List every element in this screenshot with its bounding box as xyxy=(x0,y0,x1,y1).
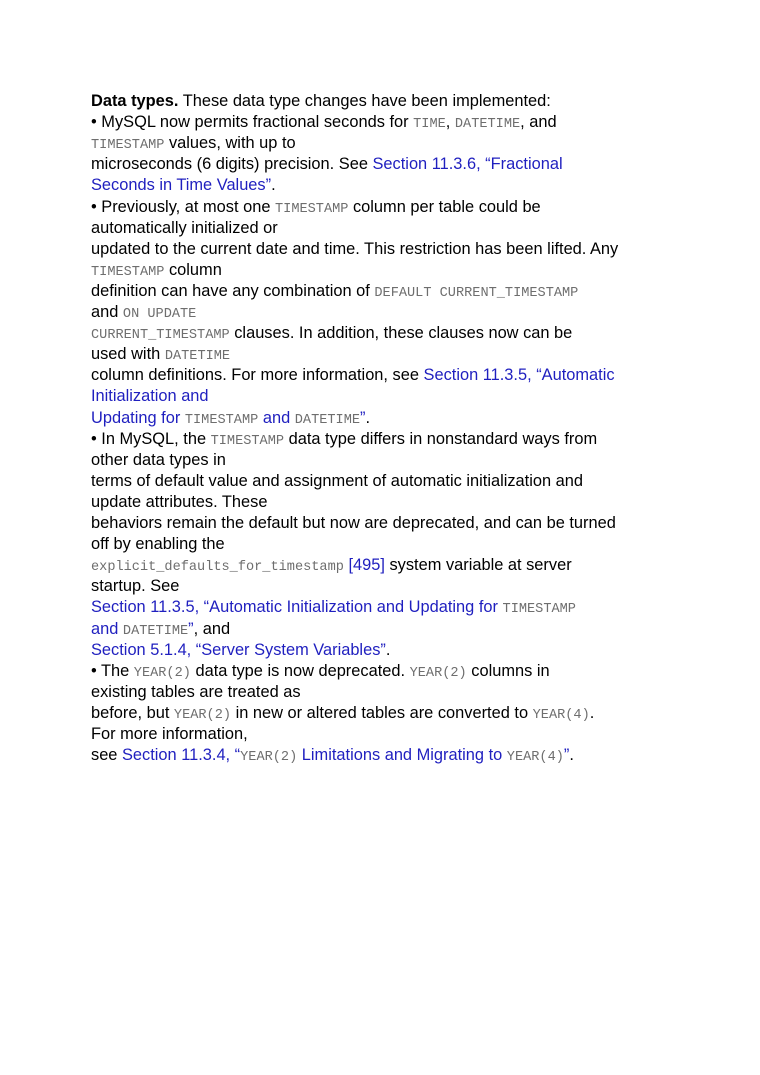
code-literal: TIMESTAMP xyxy=(502,602,576,618)
body-text: startup. See xyxy=(91,577,180,596)
body-text: data type is now deprecated. xyxy=(190,661,410,680)
code-literal: DATETIME xyxy=(164,349,231,365)
text-line xyxy=(91,175,276,196)
text-line xyxy=(91,154,563,175)
cross-reference-link[interactable]: Seconds in Time Values” xyxy=(91,176,272,195)
cross-reference-link[interactable]: Updating for xyxy=(91,408,185,427)
text-line xyxy=(91,408,370,429)
body-text: update attributes. These xyxy=(91,492,268,511)
text-line xyxy=(91,534,225,555)
text-line xyxy=(91,197,541,218)
code-literal: TIMESTAMP xyxy=(210,433,285,449)
code-literal: TIME xyxy=(413,117,446,133)
cross-reference-link[interactable]: ” xyxy=(563,746,570,765)
body-text: • In MySQL, the xyxy=(91,429,211,448)
body-text: , and xyxy=(520,113,557,132)
body-text: . xyxy=(271,176,276,195)
body-text: column definitions. For more information, see xyxy=(91,366,424,385)
cross-reference-link[interactable]: Section 11.3.4, “ xyxy=(121,746,241,765)
body-text: clauses. In addition, these clauses now can be xyxy=(229,324,573,343)
text-line xyxy=(91,513,616,534)
body-text: automatically initialized or xyxy=(91,218,278,237)
code-literal: CURRENT_TIMESTAMP xyxy=(91,328,230,344)
body-text: terms of default value and assignment of automatic initialization and xyxy=(91,471,583,490)
body-text: These data type changes have been implemented: xyxy=(178,92,551,110)
body-text: For more information, xyxy=(91,725,248,743)
text-line xyxy=(91,281,578,302)
text-line xyxy=(91,112,557,133)
body-text: columns in xyxy=(466,661,550,680)
text-line xyxy=(91,619,230,640)
body-text: column xyxy=(164,260,222,279)
text-line xyxy=(91,576,179,597)
cross-reference-link[interactable]: and xyxy=(258,408,295,427)
body-text: other data types in xyxy=(91,450,226,469)
cross-reference-link[interactable]: Initialization and xyxy=(91,387,209,406)
text-line xyxy=(91,597,576,618)
text-line xyxy=(91,640,390,661)
code-literal: TIMESTAMP xyxy=(91,138,165,154)
text-line xyxy=(91,239,618,260)
body-text: . xyxy=(569,746,574,765)
text-line xyxy=(91,133,296,154)
body-text: . xyxy=(385,640,391,659)
text-line xyxy=(91,471,583,492)
body-text: used with xyxy=(91,345,165,364)
text-line xyxy=(91,555,572,576)
cross-reference-link[interactable]: ” xyxy=(188,619,194,638)
code-literal: DATETIME xyxy=(122,623,189,639)
code-literal: YEAR(2) xyxy=(133,665,191,681)
text-line xyxy=(91,365,615,386)
text-line xyxy=(91,661,550,682)
text-line xyxy=(91,218,278,239)
text-line xyxy=(91,492,267,513)
code-literal: YEAR(2) xyxy=(173,707,232,723)
body-text: in new or altered tables are converted to xyxy=(231,703,533,722)
body-text: off by enabling the xyxy=(91,535,225,554)
code-literal: ON UPDATE xyxy=(122,307,197,322)
code-literal: TIMESTAMP xyxy=(91,264,165,280)
text-line xyxy=(91,386,209,407)
cross-reference-link[interactable]: Section 11.3.5, “Automatic xyxy=(423,366,615,385)
body-text: data type differs in nonstandard ways from xyxy=(284,429,598,448)
cross-reference-link[interactable]: [495] xyxy=(348,556,385,575)
code-literal: DATETIME xyxy=(454,117,521,133)
body-text: existing tables are treated as xyxy=(91,682,301,701)
code-literal: TIMESTAMP xyxy=(184,412,259,428)
code-literal: explicit_defaults_for_timestamp xyxy=(91,560,344,576)
code-literal: TIMESTAMP xyxy=(275,201,349,217)
body-text: . xyxy=(365,408,371,427)
cross-reference-link[interactable]: Section 11.3.5, “Automatic Initialization and Updating for xyxy=(91,598,503,617)
body-text: definition can have any combination of xyxy=(91,281,375,300)
body-text: • The xyxy=(91,661,134,680)
text-line xyxy=(91,724,248,745)
text-line xyxy=(91,344,230,365)
text-line xyxy=(91,682,301,703)
text-line xyxy=(91,91,551,112)
body-text: behaviors remain the default but now are deprecated, and can be turned xyxy=(91,514,616,532)
body-text: column per table could be xyxy=(348,197,541,216)
text-line xyxy=(91,450,226,471)
body-text: see xyxy=(91,746,122,765)
text-line xyxy=(91,703,594,724)
code-literal: YEAR(2) xyxy=(409,665,467,681)
body-text: , xyxy=(445,113,455,132)
body-text: and xyxy=(91,303,123,321)
code-literal: DATETIME xyxy=(294,412,361,428)
section-heading: Data types. xyxy=(91,92,179,110)
text-line xyxy=(91,429,597,450)
text-line xyxy=(91,323,572,344)
cross-reference-link[interactable]: Section 5.1.4, “Server System Variables” xyxy=(91,640,386,659)
cross-reference-link[interactable]: ” xyxy=(360,408,366,427)
body-text: , and xyxy=(193,619,231,638)
body-text: before, but xyxy=(91,703,174,722)
body-text: updated to the current date and time. This restriction has been lifted. Any xyxy=(91,239,619,258)
code-literal: YEAR(2) xyxy=(240,750,298,766)
body-text: system variable at server xyxy=(384,556,572,575)
cross-reference-link[interactable]: and xyxy=(91,619,123,638)
body-text: • Previously, at most one xyxy=(91,197,275,216)
body-text: . xyxy=(589,703,595,722)
cross-reference-link[interactable]: Section 11.3.6, “Fractional xyxy=(372,155,563,174)
text-line xyxy=(91,260,222,281)
body-text: • MySQL now permits fractional seconds for xyxy=(91,113,414,132)
body-text: values, with up to xyxy=(164,134,296,153)
body-text: microseconds (6 digits) precision. See xyxy=(91,155,373,174)
code-literal: YEAR(4) xyxy=(532,707,590,723)
code-literal: DEFAULT CURRENT_TIMESTAMP xyxy=(374,285,579,301)
cross-reference-link[interactable]: Limitations and Migrating to xyxy=(297,746,507,765)
text-line xyxy=(91,302,196,323)
text-line xyxy=(91,745,574,766)
code-literal: YEAR(4) xyxy=(506,750,564,766)
